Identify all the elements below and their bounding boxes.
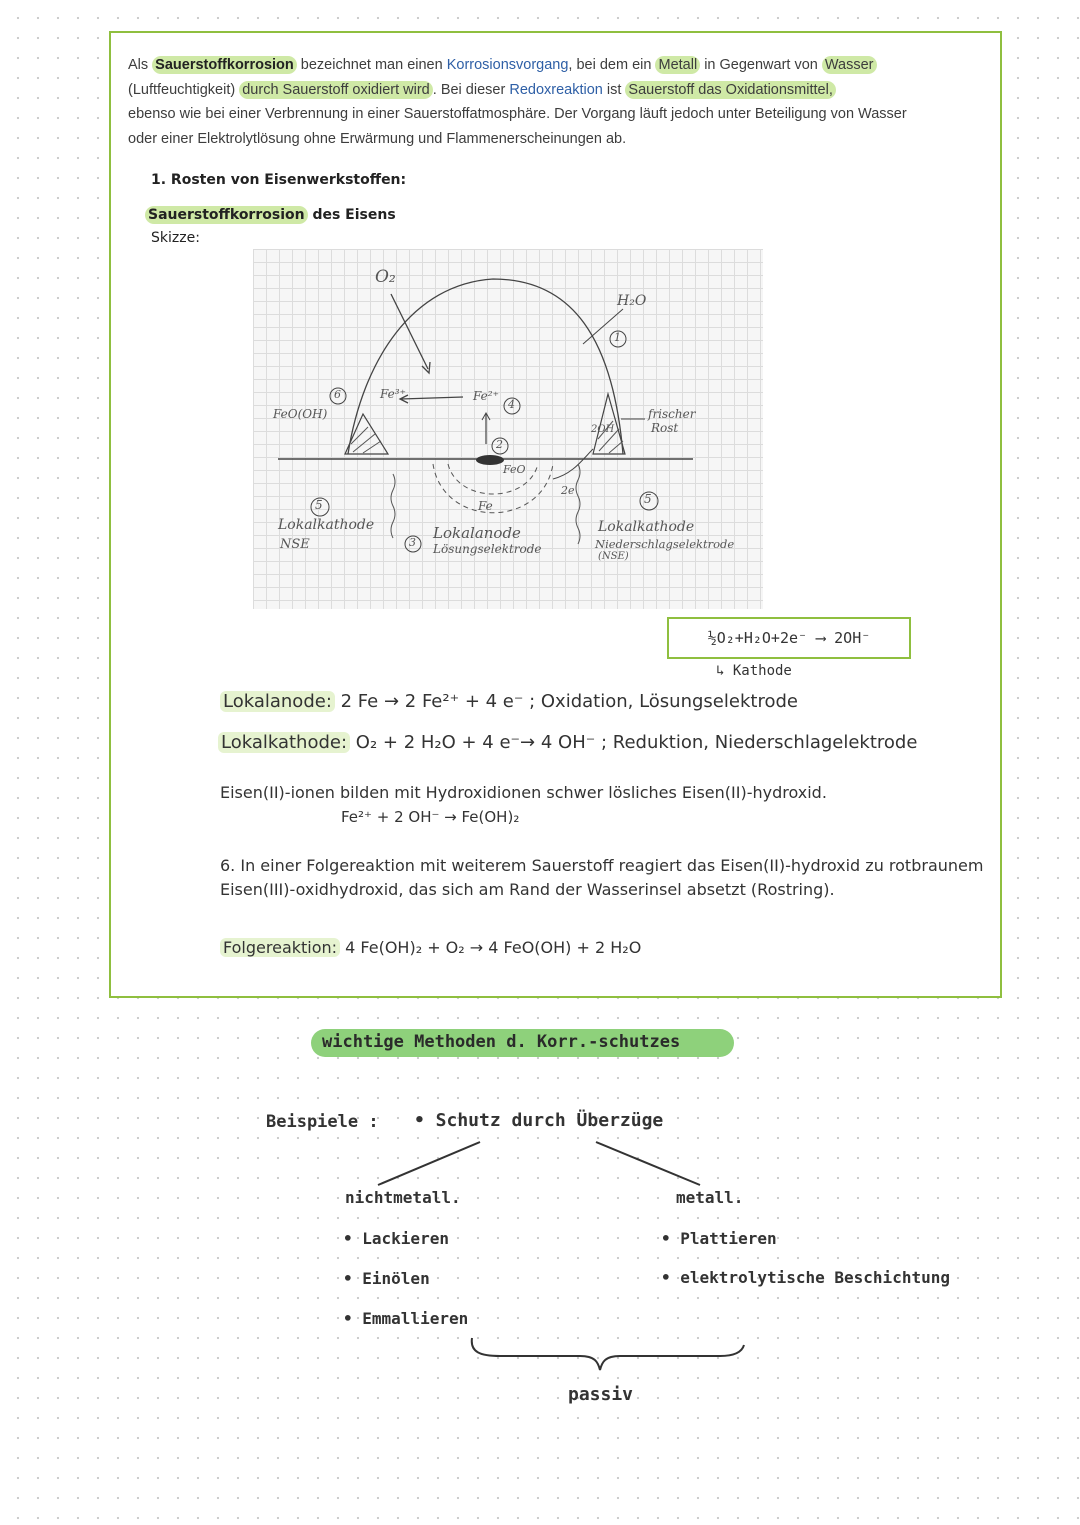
- label-nse-left: NSE: [280, 537, 310, 552]
- kathode-reaction: [218, 732, 917, 753]
- item-lackieren: • Lackieren: [343, 1229, 449, 1248]
- intro-text: , bei dem ein: [568, 57, 656, 73]
- marker-5-right: 5: [644, 492, 652, 506]
- beispiele-label: Beispiele :: [266, 1112, 379, 1132]
- term-wasser: Wasser: [822, 56, 877, 74]
- skizze-label: Skizze:: [151, 230, 200, 246]
- folge-label: Folgereaktion:: [220, 938, 340, 957]
- label-2oh: 2OH: [591, 424, 615, 435]
- methods-title: wichtige Methoden d. Korr.-schutzes: [322, 1032, 681, 1052]
- label-feooh: FeO(OH): [273, 407, 328, 421]
- term-metall: Metall: [655, 56, 700, 74]
- item-emmallieren-text: Emmallieren: [362, 1309, 469, 1328]
- anode-equation: 2 Fe → 2 Fe²⁺ + 4 e⁻ ; Oxidation, Lösungselektrode: [340, 691, 798, 712]
- item-plattieren: • Plattieren: [661, 1229, 777, 1248]
- kathode-note: ↳ Kathode: [716, 663, 792, 679]
- item-einoelen: • Einölen: [343, 1269, 430, 1288]
- intro-text: ebenso wie bei einer Verbrennung in einer Sauerstoffatmosphäre. Der Vorgang läuft jedoch unter Beteiligung von Wasser oder einer Elektrolytlösung ohne Erwärmung und Flammenerscheinungen ab.: [128, 106, 907, 147]
- label-feo: FeO: [503, 463, 526, 476]
- term-oxidationsmittel: Sauerstoff das Oxidationsmittel,: [625, 81, 835, 99]
- passiv-label: passiv: [568, 1384, 634, 1405]
- intro-text: (Luftfeuchtigkeit): [128, 81, 240, 98]
- term-sauerstoffkorrosion: Sauerstoffkorrosion: [152, 56, 297, 74]
- subheading: [145, 207, 396, 223]
- step6-line1: 6. In einer Folgereaktion mit weiterem Sauerstoff reagiert das Eisen(II)-hydroxid zu rotbraunem: [220, 856, 984, 875]
- label-loesungselektrode: Lösungselektrode: [433, 542, 542, 556]
- intro-paragraph: [128, 53, 918, 151]
- item-einoelen-text: Einölen: [362, 1269, 430, 1288]
- label-2e: 2e: [561, 484, 575, 497]
- label-fe2: Fe²⁺: [473, 389, 499, 403]
- kathode-label: Lokalkathode:: [218, 732, 350, 753]
- item-lackieren-text: Lackieren: [362, 1229, 449, 1248]
- label-nse-right: (NSE): [598, 551, 629, 562]
- schutz-ueberzuege: • Schutz durch Überzüge: [414, 1110, 664, 1131]
- intro-text: bezeichnet man einen: [296, 57, 447, 73]
- label-lokalanode: Lokalanode: [433, 524, 521, 542]
- marker-3: 3: [409, 536, 416, 549]
- link-redoxreaktion[interactable]: Redoxreaktion: [509, 81, 603, 98]
- corrosion-sketch: [253, 249, 763, 609]
- hydroxid-text: Eisen(II)-ionen bilden mit Hydroxidionen schwer lösliches Eisen(II)-hydroxid.: [220, 783, 827, 802]
- link-korrosionsvorgang[interactable]: Korrosionsvorgang: [446, 57, 569, 73]
- hydroxid-equation: Fe²⁺ + 2 OH⁻ → Fe(OH)₂: [341, 808, 520, 826]
- section-heading: 1. Rosten von Eisenwerkstoffen:: [151, 172, 407, 188]
- marker-5-left: 5: [315, 498, 323, 512]
- item-plattieren-text: Plattieren: [680, 1229, 777, 1248]
- nichtmetall-label: nichtmetall.: [345, 1188, 461, 1207]
- content-frame: [109, 31, 1002, 998]
- metall-label: metall.: [676, 1188, 744, 1207]
- kathode-equation-box: ½O₂+H₂O+2e⁻ ⟶ 2OH⁻: [667, 617, 911, 659]
- label-lokalkathode-left: Lokalkathode: [278, 517, 375, 533]
- kathode-equation: O₂ + 2 H₂O + 4 e⁻→ 4 OH⁻ ; Reduktion, Niederschlagelektrode: [355, 732, 918, 753]
- label-o2: O₂: [375, 267, 396, 287]
- marker-4: 4: [508, 398, 515, 411]
- label-lokalkathode-right: Lokalkathode: [598, 519, 695, 535]
- intro-text: in Gegenwart von: [700, 57, 822, 73]
- label-frischer: frischer: [648, 407, 696, 421]
- item-emmallieren: • Emmallieren: [343, 1309, 469, 1328]
- folge-equation: 4 Fe(OH)₂ + O₂ → 4 FeO(OH) + 2 H₂O: [345, 938, 642, 957]
- label-fe: Fe: [478, 499, 493, 513]
- label-niederschlagselektrode: Niederschlagselektrode: [595, 537, 735, 551]
- subheading-rest: des Eisens: [307, 207, 396, 223]
- marker-2: 2: [496, 438, 503, 451]
- label-fe3: Fe³⁺: [380, 387, 406, 401]
- term-oxidiert: durch Sauerstoff oxidiert wird: [239, 81, 433, 99]
- label-rost: Rost: [651, 421, 679, 435]
- item-elektrolytisch-text: elektrolytische Beschichtung: [680, 1268, 950, 1287]
- intro-text: Als: [128, 57, 153, 73]
- step6-line2: Eisen(III)-oxidhydroxid, das sich am Rand der Wasserinsel absetzt (Rostring).: [220, 880, 835, 899]
- folgereaktion: [220, 938, 641, 957]
- marker-6: 6: [334, 388, 341, 401]
- anode-reaction: [220, 691, 798, 712]
- intro-text: ist: [602, 81, 626, 98]
- subheading-highlight: Sauerstoffkorrosion: [145, 206, 308, 224]
- label-h2o: H₂O: [617, 293, 647, 309]
- item-elektrolytisch: • elektrolytische Beschichtung: [661, 1268, 950, 1287]
- anode-label: Lokalanode:: [220, 691, 335, 712]
- marker-1: 1: [614, 331, 621, 344]
- intro-text: . Bei dieser: [432, 81, 510, 98]
